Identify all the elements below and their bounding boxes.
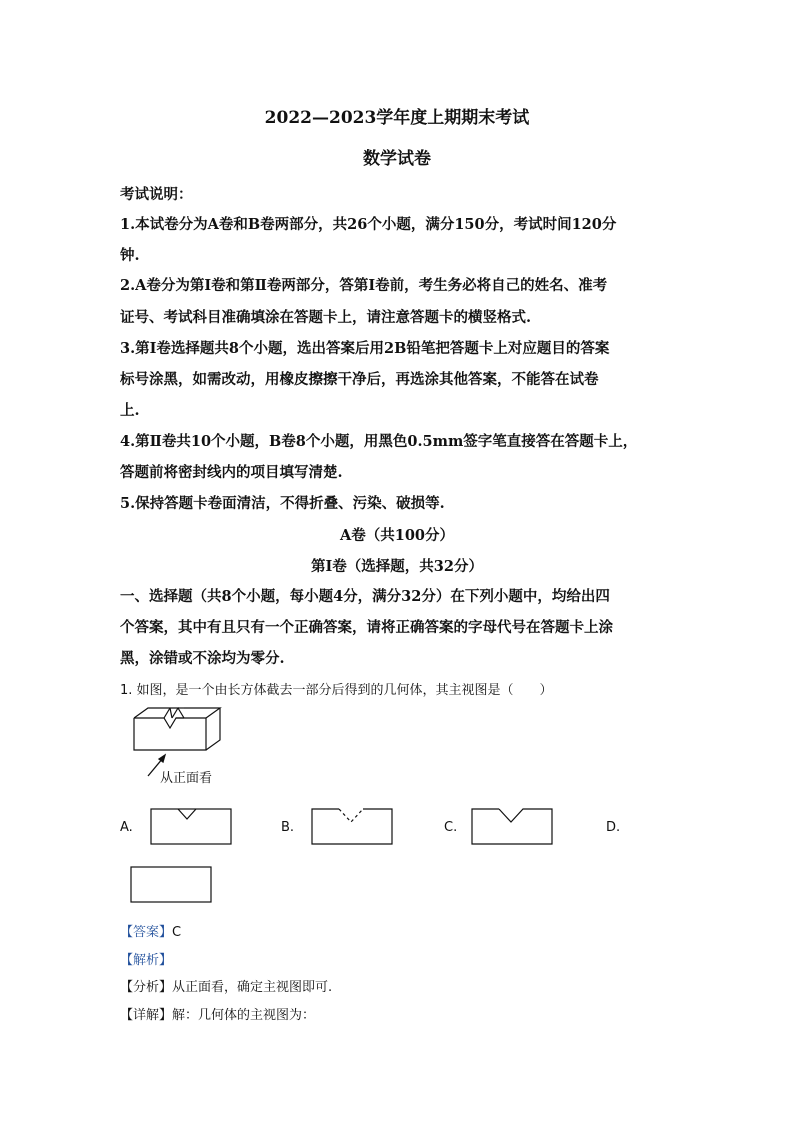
answer-value: C bbox=[172, 925, 182, 940]
instruction-line: 3.第Ⅰ卷选择题共8个小题，选出答案后用2B铅笔把答题卡上对应题目的答案 bbox=[120, 340, 610, 357]
page-title: 2022—2023学年度上期期末考试 bbox=[264, 108, 530, 128]
front-view-label: 从正面看 bbox=[160, 771, 213, 786]
instruction-line: 钟. bbox=[120, 247, 140, 264]
answer-line bbox=[120, 921, 181, 940]
instruction-line: 上. bbox=[120, 402, 140, 419]
instruction-line: 证号、考试科目准确填涂在答题卡上，请注意答题卡的横竖格式. bbox=[120, 309, 532, 326]
option-d-label: D. bbox=[606, 820, 621, 835]
instruction-line: 标号涂黑，如需改动，用橡皮擦擦干净后，再选涂其他答案，不能答在试卷 bbox=[120, 371, 599, 388]
question-1-stem: 1. 如图，是一个由长方体截去一部分后得到的几何体，其主视图是（ ） bbox=[120, 683, 553, 698]
option-a-label: A. bbox=[120, 820, 133, 835]
detail-text: 解：几何体的主视图为： bbox=[172, 1008, 316, 1023]
option-d-figure bbox=[130, 866, 214, 904]
instruction-line: 2.A卷分为第Ⅰ卷和第Ⅱ卷两部分，答第Ⅰ卷前，考生务必将自己的姓名、准考 bbox=[120, 277, 608, 294]
option-b-figure bbox=[311, 808, 395, 846]
option-a-figure bbox=[150, 808, 234, 846]
instructions-heading: 考试说明： bbox=[120, 186, 193, 203]
instruction-line: 1.本试卷分为A卷和B卷两部分，共26个小题，满分150分，考试时间120分 bbox=[120, 216, 617, 233]
instruction-line: 答题前将密封线内的项目填写清楚. bbox=[120, 464, 343, 481]
instruction-line: 5.保持答题卡卷面清洁，不得折叠、污染、破损等. bbox=[120, 495, 445, 512]
fenxi-text: 从正面看，确定主视图即可. bbox=[172, 980, 333, 995]
section-a-title: A卷（共100分） bbox=[339, 527, 455, 544]
detail-tag: 【详解】 bbox=[120, 1008, 173, 1023]
answer-tag: 【答案】 bbox=[120, 925, 173, 940]
option-b-label: B. bbox=[281, 820, 295, 835]
instruction-line: 4.第Ⅱ卷共10个小题，B卷8个小题，用黑色0.5mm签字笔直接答在答题卡上， bbox=[120, 433, 638, 450]
page-subtitle: 数学试卷 bbox=[363, 149, 431, 169]
option-c-label: C. bbox=[444, 820, 458, 835]
detail-line bbox=[120, 1004, 315, 1023]
fenxi-tag: 【分析】 bbox=[120, 980, 173, 995]
part-1-title: 第Ⅰ卷（选择题，共32分） bbox=[311, 558, 483, 575]
section-instruction-line: 个答案，其中有且只有一个正确答案，请将正确答案的字母代号在答题卡上涂 bbox=[120, 619, 613, 636]
option-c-figure bbox=[471, 808, 555, 846]
analysis-tag: 【解析】 bbox=[120, 953, 173, 968]
section-instruction-line: 一、选择题（共8个小题，每小题4分，满分32分）在下列小题中，均给出四 bbox=[120, 588, 610, 605]
fenxi-line bbox=[120, 976, 332, 995]
section-instruction-line: 黑，涂错或不涂均为零分. bbox=[120, 650, 285, 667]
